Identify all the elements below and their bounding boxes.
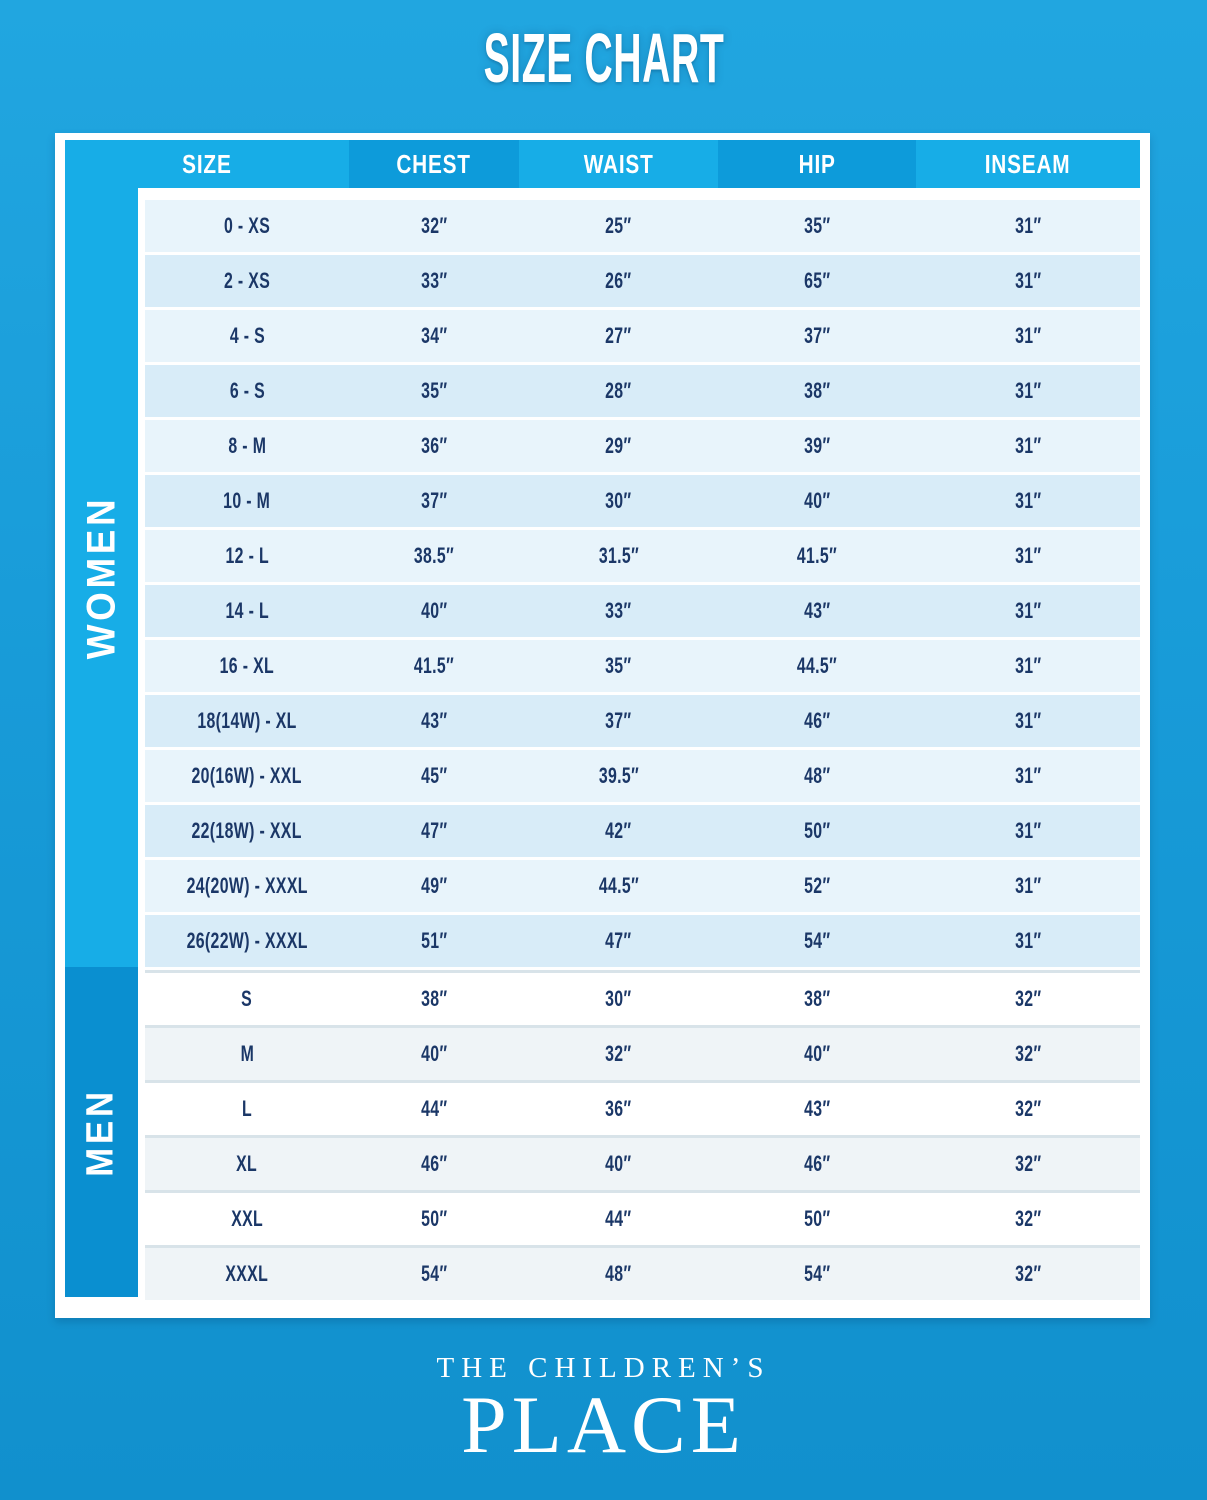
waist-value: 42″ <box>605 818 632 843</box>
inseam-cell <box>916 530 1140 582</box>
size-value: 26(22W) - XXXL <box>186 928 308 953</box>
hip-value: 43″ <box>803 1096 831 1121</box>
hip-value: 46″ <box>803 1151 831 1176</box>
inseam-value: 31″ <box>1014 598 1042 623</box>
hip-cell <box>718 640 916 692</box>
hip-value: 39″ <box>803 433 831 458</box>
hip-cell <box>718 1248 916 1300</box>
chest-value: 33″ <box>420 268 448 293</box>
size-cell <box>145 1028 349 1080</box>
chest-cell <box>349 310 519 362</box>
table-row <box>145 750 1140 802</box>
strip-divider <box>138 188 145 1300</box>
column-header-size <box>65 140 349 188</box>
table-row <box>145 530 1140 582</box>
column-header-chest-label: CHEST <box>396 148 472 179</box>
size-table <box>55 133 1150 1318</box>
chest-value: 46″ <box>420 1151 448 1176</box>
size-value: 20(16W) - XXL <box>191 763 303 788</box>
chest-cell <box>349 1248 519 1300</box>
inseam-value: 32″ <box>1014 1096 1042 1121</box>
men-rows-group <box>145 970 1140 1300</box>
table-row <box>145 200 1140 252</box>
column-header-size-label: SIZE <box>182 148 232 179</box>
chest-value: 37″ <box>420 488 448 513</box>
waist-value: 40″ <box>605 1151 632 1176</box>
chest-cell <box>349 805 519 857</box>
waist-cell <box>519 805 718 857</box>
hip-value: 44.5″ <box>796 653 838 678</box>
chest-value: 38.5″ <box>413 543 455 568</box>
waist-cell <box>519 310 718 362</box>
waist-cell <box>519 420 718 472</box>
inseam-value: 31″ <box>1014 763 1042 788</box>
column-header-inseam <box>916 140 1140 188</box>
hip-value: 54″ <box>803 928 831 953</box>
hip-cell <box>718 1193 916 1245</box>
waist-value: 39.5″ <box>598 763 639 788</box>
size-cell <box>145 860 349 912</box>
inseam-value: 31″ <box>1014 818 1042 843</box>
hip-cell <box>718 255 916 307</box>
hip-value: 52″ <box>803 873 831 898</box>
chest-cell <box>349 1138 519 1190</box>
hip-value: 40″ <box>803 488 831 513</box>
brand-logo-line1: THE CHILDREN’S <box>436 1352 771 1384</box>
table-row <box>145 365 1140 417</box>
inseam-value: 31″ <box>1014 323 1042 348</box>
hip-cell <box>718 200 916 252</box>
chest-cell <box>349 1193 519 1245</box>
waist-cell <box>519 365 718 417</box>
section-strip <box>65 188 138 1300</box>
table-row <box>145 1135 1140 1190</box>
waist-cell <box>519 475 718 527</box>
inseam-cell <box>916 420 1140 472</box>
table-row <box>145 1190 1140 1245</box>
hip-cell <box>718 1083 916 1135</box>
inseam-cell <box>916 915 1140 967</box>
chest-cell <box>349 695 519 747</box>
size-cell <box>145 1193 349 1245</box>
hip-value: 65″ <box>803 268 831 293</box>
table-row <box>145 585 1140 637</box>
size-cell <box>145 1083 349 1135</box>
inseam-cell <box>916 750 1140 802</box>
inseam-cell <box>916 200 1140 252</box>
waist-cell <box>519 200 718 252</box>
size-value: 2 - XS <box>223 268 271 293</box>
inseam-value: 31″ <box>1014 873 1042 898</box>
size-cell <box>145 750 349 802</box>
inseam-value: 31″ <box>1014 213 1042 238</box>
inseam-value: 32″ <box>1014 1151 1042 1176</box>
column-header-waist-label: WAIST <box>583 148 654 179</box>
size-cell <box>145 530 349 582</box>
chest-value: 35″ <box>420 378 448 403</box>
size-value: 24(20W) - XXXL <box>186 873 308 898</box>
column-header-hip-label: HIP <box>798 148 836 179</box>
waist-cell <box>519 1083 718 1135</box>
size-value: 12 - L <box>225 543 269 568</box>
hip-value: 37″ <box>803 323 831 348</box>
chest-value: 40″ <box>420 598 448 623</box>
chest-cell <box>349 973 519 1025</box>
inseam-cell <box>916 1193 1140 1245</box>
size-value: M <box>240 1041 254 1066</box>
men-section-band <box>65 967 138 1297</box>
size-value: 6 - S <box>229 378 265 403</box>
hip-cell <box>718 475 916 527</box>
size-value: 8 - M <box>228 433 266 458</box>
inseam-cell <box>916 1083 1140 1135</box>
inseam-value: 32″ <box>1014 1041 1042 1066</box>
women-section-label: WOMEN <box>79 495 124 660</box>
chest-cell <box>349 475 519 527</box>
chest-value: 32″ <box>420 213 448 238</box>
table-row <box>145 310 1140 362</box>
waist-cell <box>519 1248 718 1300</box>
table-row <box>145 640 1140 692</box>
waist-value: 31.5″ <box>598 543 639 568</box>
chest-cell <box>349 200 519 252</box>
inseam-cell <box>916 805 1140 857</box>
inseam-value: 32″ <box>1014 986 1042 1011</box>
table-row <box>145 420 1140 472</box>
waist-value: 26″ <box>605 268 632 293</box>
table-row <box>145 475 1140 527</box>
table-header-row <box>65 140 1140 188</box>
inseam-cell <box>916 475 1140 527</box>
chest-cell <box>349 255 519 307</box>
inseam-value: 31″ <box>1014 268 1042 293</box>
chest-cell <box>349 750 519 802</box>
size-value: L <box>241 1096 253 1121</box>
waist-cell <box>519 1193 718 1245</box>
hip-value: 48″ <box>803 763 831 788</box>
waist-cell <box>519 255 718 307</box>
page-title-text: SIZE CHART <box>483 19 724 97</box>
hip-value: 46″ <box>803 708 831 733</box>
table-row <box>145 1025 1140 1080</box>
inseam-cell <box>916 640 1140 692</box>
size-cell <box>145 420 349 472</box>
waist-value: 35″ <box>605 653 632 678</box>
hip-cell <box>718 915 916 967</box>
hip-cell <box>718 1138 916 1190</box>
chest-value: 49″ <box>420 873 448 898</box>
chest-value: 43″ <box>420 708 448 733</box>
table-row <box>145 1245 1140 1300</box>
table-body <box>65 188 1140 1300</box>
chest-value: 51″ <box>420 928 448 953</box>
hip-value: 35″ <box>803 213 831 238</box>
chest-cell <box>349 365 519 417</box>
hip-value: 54″ <box>803 1261 831 1286</box>
size-cell <box>145 915 349 967</box>
hip-cell <box>718 365 916 417</box>
size-cell <box>145 1138 349 1190</box>
chest-value: 47″ <box>420 818 448 843</box>
waist-value: 37″ <box>605 708 632 733</box>
hip-cell <box>718 750 916 802</box>
column-header-chest <box>349 140 519 188</box>
inseam-value: 31″ <box>1014 433 1042 458</box>
table-row <box>145 1080 1140 1135</box>
chest-value: 54″ <box>420 1261 448 1286</box>
size-value: 10 - M <box>223 488 271 513</box>
waist-value: 28″ <box>605 378 632 403</box>
chest-value: 44″ <box>420 1096 448 1121</box>
inseam-cell <box>916 860 1140 912</box>
waist-value: 30″ <box>605 488 632 513</box>
hip-value: 43″ <box>803 598 831 623</box>
chest-cell <box>349 420 519 472</box>
column-header-waist <box>519 140 718 188</box>
chest-cell <box>349 585 519 637</box>
size-value: 14 - L <box>225 598 269 623</box>
waist-cell <box>519 915 718 967</box>
inseam-cell <box>916 973 1140 1025</box>
size-cell <box>145 310 349 362</box>
waist-cell <box>519 585 718 637</box>
size-value: XXL <box>231 1206 263 1231</box>
size-cell <box>145 805 349 857</box>
waist-cell <box>519 1138 718 1190</box>
hip-cell <box>718 585 916 637</box>
table-row <box>145 805 1140 857</box>
chest-value: 40″ <box>420 1041 448 1066</box>
chest-value: 34″ <box>420 323 448 348</box>
waist-cell <box>519 973 718 1025</box>
hip-cell <box>718 310 916 362</box>
size-cell <box>145 695 349 747</box>
size-cell <box>145 585 349 637</box>
chest-cell <box>349 530 519 582</box>
hip-value: 38″ <box>803 378 831 403</box>
size-cell <box>145 973 349 1025</box>
women-section-band <box>65 188 138 967</box>
size-cell <box>145 475 349 527</box>
size-cell <box>145 200 349 252</box>
inseam-value: 31″ <box>1014 378 1042 403</box>
hip-value: 38″ <box>803 986 831 1011</box>
table-row <box>145 860 1140 912</box>
waist-value: 47″ <box>605 928 632 953</box>
inseam-cell <box>916 365 1140 417</box>
hip-value: 50″ <box>803 1206 831 1231</box>
chest-value: 41.5″ <box>413 653 455 678</box>
inseam-value: 32″ <box>1014 1206 1042 1231</box>
size-value: 18(14W) - XL <box>197 708 297 733</box>
women-rows-group <box>145 200 1140 967</box>
waist-cell <box>519 1028 718 1080</box>
waist-value: 27″ <box>605 323 632 348</box>
size-value: 0 - XS <box>223 213 271 238</box>
inseam-value: 31″ <box>1014 543 1042 568</box>
page-title <box>0 19 1207 97</box>
waist-value: 29″ <box>605 433 632 458</box>
waist-cell <box>519 695 718 747</box>
hip-cell <box>718 420 916 472</box>
inseam-cell <box>916 695 1140 747</box>
waist-cell <box>519 860 718 912</box>
waist-value: 44″ <box>605 1206 632 1231</box>
size-value: 22(18W) - XXL <box>191 818 303 843</box>
waist-cell <box>519 750 718 802</box>
brand-wordmark: PLACE <box>461 1379 746 1470</box>
chest-cell <box>349 1028 519 1080</box>
size-value: S <box>241 986 253 1011</box>
inseam-value: 31″ <box>1014 708 1042 733</box>
size-cell <box>145 255 349 307</box>
inseam-cell <box>916 310 1140 362</box>
waist-cell <box>519 530 718 582</box>
inseam-cell <box>916 1248 1140 1300</box>
men-section-label: MEN <box>80 1087 123 1177</box>
chest-cell <box>349 860 519 912</box>
chest-value: 50″ <box>420 1206 448 1231</box>
inseam-cell <box>916 1028 1140 1080</box>
hip-cell <box>718 530 916 582</box>
inseam-value: 31″ <box>1014 928 1042 953</box>
table-row <box>145 695 1140 747</box>
waist-value: 36″ <box>605 1096 632 1121</box>
inseam-cell <box>916 255 1140 307</box>
chest-value: 45″ <box>420 763 448 788</box>
column-header-inseam-label: INSEAM <box>985 148 1071 179</box>
chest-cell <box>349 915 519 967</box>
waist-value: 30″ <box>605 986 632 1011</box>
chest-cell <box>349 1083 519 1135</box>
chest-cell <box>349 640 519 692</box>
rows-area <box>145 188 1140 1300</box>
size-cell <box>145 640 349 692</box>
hip-cell <box>718 695 916 747</box>
size-cell <box>145 365 349 417</box>
hip-cell <box>718 860 916 912</box>
waist-value: 44.5″ <box>598 873 639 898</box>
inseam-value: 32″ <box>1014 1261 1042 1286</box>
chest-value: 36″ <box>420 433 448 458</box>
hip-cell <box>718 973 916 1025</box>
waist-value: 25″ <box>605 213 632 238</box>
waist-cell <box>519 640 718 692</box>
inseam-cell <box>916 585 1140 637</box>
waist-value: 32″ <box>605 1041 632 1066</box>
table-row <box>145 255 1140 307</box>
chest-value: 38″ <box>420 986 448 1011</box>
size-value: XL <box>236 1151 258 1176</box>
waist-value: 48″ <box>605 1261 632 1286</box>
table-row <box>145 915 1140 967</box>
size-value: 4 - S <box>229 323 265 348</box>
size-value: XXXL <box>225 1261 269 1286</box>
hip-cell <box>718 805 916 857</box>
column-header-hip <box>718 140 916 188</box>
inseam-value: 31″ <box>1014 653 1042 678</box>
inseam-cell <box>916 1138 1140 1190</box>
size-value: 16 - XL <box>219 653 275 678</box>
waist-value: 33″ <box>605 598 632 623</box>
table-row <box>145 970 1140 1025</box>
hip-value: 41.5″ <box>796 543 838 568</box>
hip-value: 50″ <box>803 818 831 843</box>
size-cell <box>145 1248 349 1300</box>
inseam-value: 31″ <box>1014 488 1042 513</box>
hip-cell <box>718 1028 916 1080</box>
hip-value: 40″ <box>803 1041 831 1066</box>
